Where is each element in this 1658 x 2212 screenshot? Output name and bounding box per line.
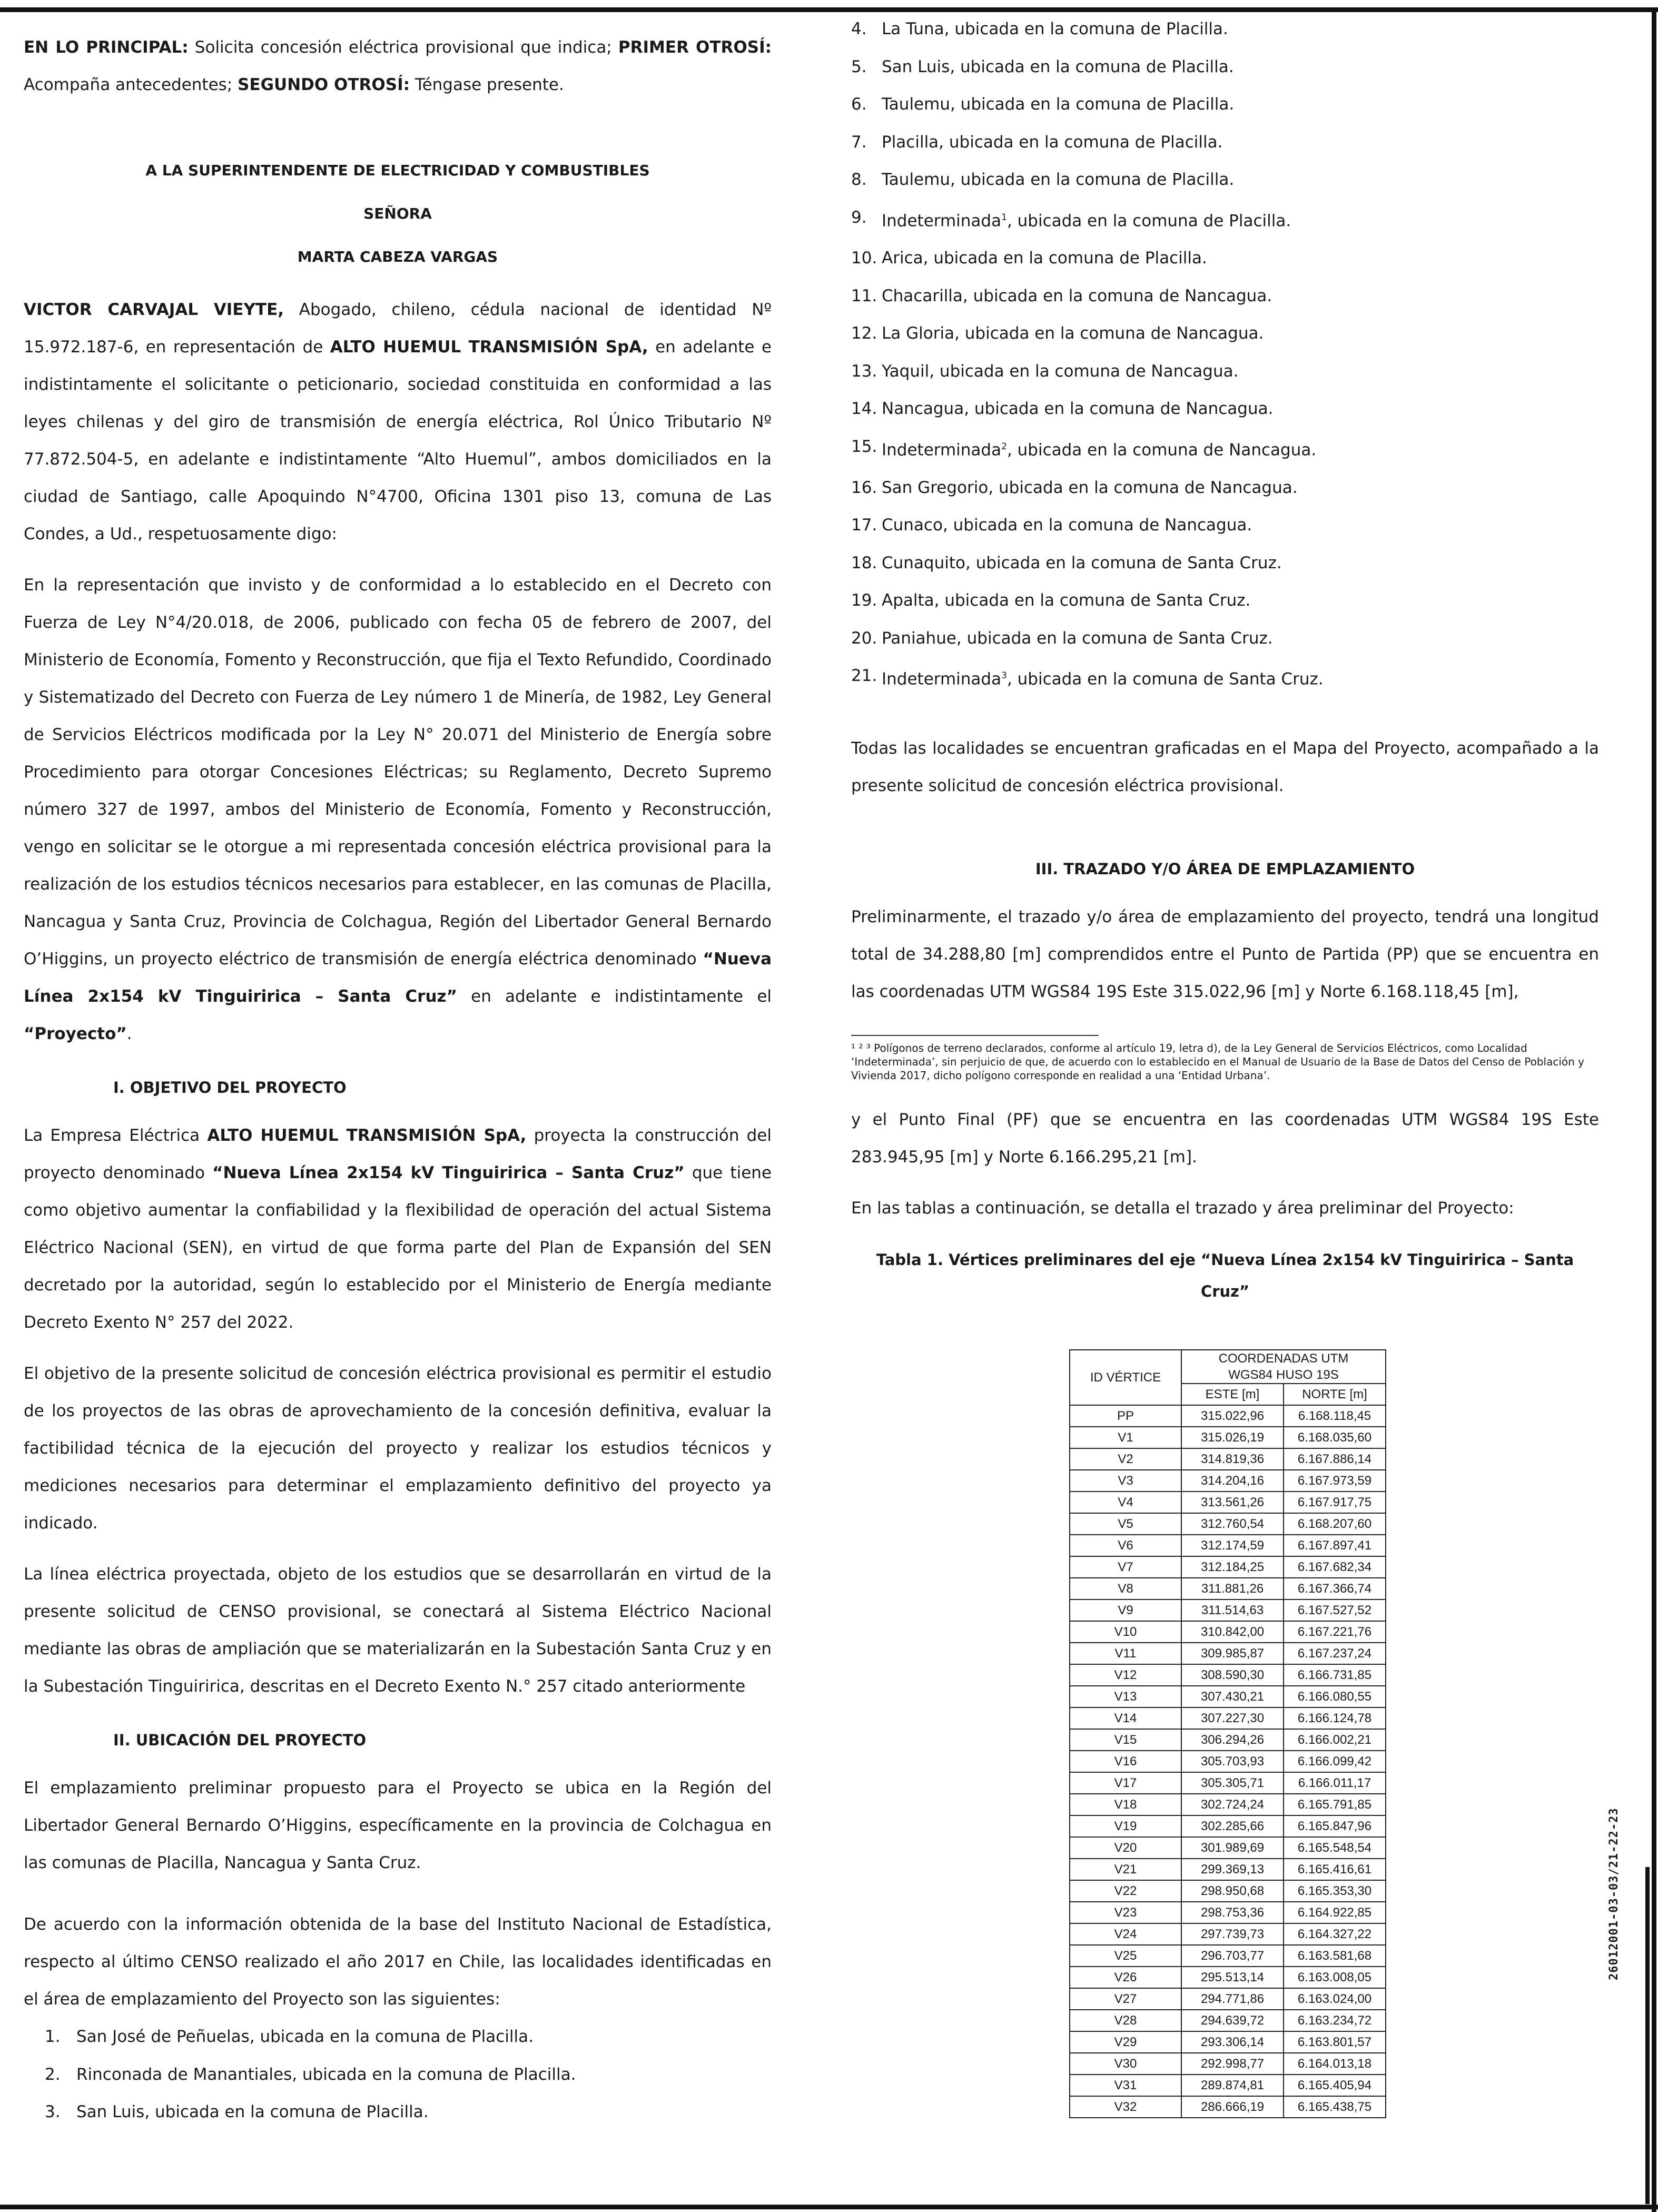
vertex-id-cell: V28 [1070, 2010, 1181, 2031]
list-item: 10. Arica, ubicada en la comuna de Placilla. [851, 249, 1207, 268]
list-item: 4. La Tuna, ubicada en la comuna de Placilla. [851, 19, 1228, 38]
norte-cell: 6.165.416,61 [1284, 1859, 1386, 1880]
norte-cell: 6.166.124,78 [1284, 1707, 1386, 1729]
norte-cell: 6.163.008,05 [1284, 1967, 1386, 1988]
norte-cell: 6.165.405,94 [1284, 2075, 1386, 2096]
vertex-id-cell: V19 [1070, 1815, 1181, 1837]
este-cell: 306.294,26 [1181, 1729, 1284, 1751]
este-cell: 289.874,81 [1181, 2075, 1284, 2096]
este-cell: 298.950,68 [1181, 1880, 1284, 1902]
este-cell: 312.184,25 [1181, 1556, 1284, 1578]
vertex-id-cell: V32 [1070, 2096, 1181, 2118]
intro-paragraph: VICTOR CARVAJAL VIEYTE, Abogado, chileno, cédula nacional de identidad Nº 15.972.187-6, en representación de ALTO HUEMUL TRANSMISIÓN SpA, en adelante e indistintamente el solicitante o peticionario, sociedad constituida en conformidad a las leyes chilenas y del giro de transmisión de energía eléctrica, Rol Único Tributario Nº 77.872.504-5, en adelante e indistintamente “Alto Huemul”, ambos domiciliados en la ciudad de Santiago, calle Apoquindo N°4700, Oficina 1301 piso 13, comuna de Las Condes, a Ud., respetuosamente digo: [24, 300, 772, 544]
table-row [1070, 1772, 1386, 1794]
norte-cell: 6.166.002,21 [1284, 1729, 1386, 1751]
norte-cell: 6.164.327,22 [1284, 1923, 1386, 1945]
table-row [1070, 1729, 1386, 1751]
table-row [1070, 1470, 1386, 1492]
norte-cell: 6.166.011,17 [1284, 1772, 1386, 1794]
table-row [1070, 1815, 1386, 1837]
list-item: 13. Yaquil, ubicada en la comuna de Nancagua. [851, 361, 1239, 381]
norte-cell: 6.168.035,60 [1284, 1427, 1386, 1448]
id-vertice-header: ID VÉRTICE [1070, 1350, 1181, 1405]
list-item: 7. Placilla, ubicada en la comuna de Placilla. [851, 132, 1223, 152]
list-item: 18. Cunaquito, ubicada en la comuna de Santa Cruz. [851, 553, 1282, 572]
table-title: Tabla 1. Vértices preliminares del eje “Nueva Línea 2x154 kV Tinguiririca – Santa Cruz” [876, 1250, 1574, 1300]
vertex-id-cell: V1 [1070, 1427, 1181, 1448]
norte-cell: 6.165.548,54 [1284, 1837, 1386, 1859]
otrosi1-label: PRIMER OTROSÍ: [618, 38, 772, 57]
margin-bar [1645, 1867, 1650, 2204]
vertex-id-cell: V27 [1070, 1988, 1181, 2010]
vertex-id-cell: V3 [1070, 1470, 1181, 1492]
vertex-id-cell: V15 [1070, 1729, 1181, 1751]
vertex-id-cell: V18 [1070, 1794, 1181, 1815]
table-row [1070, 1988, 1386, 2010]
otrosi2-label: SEGUNDO OTROSÍ: [238, 75, 410, 94]
vertex-id-cell: V16 [1070, 1751, 1181, 1772]
norte-cell: 6.163.234,72 [1284, 2010, 1386, 2031]
page-border-bottom [0, 2205, 1658, 2209]
norte-cell: 6.166.731,85 [1284, 1664, 1386, 1686]
section-1-paragraph-1: La Empresa Eléctrica ALTO HUEMUL TRANSMISIÓN SpA, proyecta la construcción del proyecto denominado “Nueva Línea 2x154 kV Tinguiririca – Santa Cruz” que tiene como objetivo aumentar la confiabilidad y la flexibilidad de operación del actual Sistema Eléctrico Nacional (SEN), en virtud de que forma parte del Plan de Expansión del SEN decretado por la autoridad, según lo establecido por el Ministerio de Energía mediante Decreto Exento N° 257 del 2022. [24, 1126, 772, 1332]
table-row [1070, 2031, 1386, 2053]
este-header: ESTE [m] [1181, 1384, 1284, 1405]
vertex-id-cell: V21 [1070, 1859, 1181, 1880]
norte-cell: 6.163.801,57 [1284, 2031, 1386, 2053]
footnote: ¹ ² ³ Polígonos de terreno declarados, conforme al artículo 19, letra d), de la Ley General de Servicios Eléctricos, como Localidad ‘Indeterminada’, sin perjuicio de que, de acuerdo con lo establecido en el Manual de Usuario de la Base de Datos del Censo de Población y Vivienda 2017, dicho polígono corresponde en realidad a una ‘Entidad Urbana’. [851, 1041, 1584, 1082]
table-row [1070, 1427, 1386, 1448]
este-cell: 307.430,21 [1181, 1686, 1284, 1707]
vertex-id-cell: V31 [1070, 2075, 1181, 2096]
table-row [1070, 1621, 1386, 1643]
norte-cell: 6.163.024,00 [1284, 1988, 1386, 2010]
vertex-id-cell: V17 [1070, 1772, 1181, 1794]
norte-cell: 6.167.973,59 [1284, 1470, 1386, 1492]
page-border-right [1652, 7, 1656, 2212]
list-item: 1. San José de Peñuelas, ubicada en la comuna de Placilla. [45, 2027, 534, 2046]
section-1-title: I. OBJETIVO DEL PROYECTO [113, 1079, 347, 1097]
este-cell: 310.842,00 [1181, 1621, 1284, 1643]
vertex-id-cell: V20 [1070, 1837, 1181, 1859]
vertex-id-cell: PP [1070, 1405, 1181, 1427]
vertex-id-cell: V4 [1070, 1492, 1181, 1513]
norte-cell: 6.168.118,45 [1284, 1405, 1386, 1427]
norte-cell: 6.167.682,34 [1284, 1556, 1386, 1578]
representation-paragraph: En la representación que invisto y de conformidad a lo establecido en el Decreto con Fuerza de Ley N°4/20.018, de 2006, publicado con fecha 05 de febrero de 2007, del Ministerio de Economía, Fomento y Reconstrucción, que fija el Texto Refundido, Coordinado y Sistematizado del Decreto con Fuerza de Ley número 1 de Minería, de 1982, Ley General de Servicios Eléctricos modificada por la Ley N° 20.071 del Ministerio de Energía sobre Procedimiento para otorgar Concesiones Eléctricas; su Reglamento, Decreto Supremo número 327 de 1997, ambos del Ministerio de Economía, Fomento y Reconstrucción, vengo en solicitar se le otorgue a mi representada concesión eléctrica provisional para la realización de los estudios técnicos necesarios para establecer, en las comunas de Placilla, Nancagua y Santa Cruz, Provincia de Colchagua, Región del Libertador General Bernardo O’Higgins, un proyecto eléctrico de transmisión de energía eléctrica denominado “Nueva Línea 2x154 kV Tinguiririca – Santa Cruz” en adelante e indistintamente el “Proyecto”. [24, 576, 772, 1043]
table-row [1070, 1448, 1386, 1470]
vertex-id-cell: V30 [1070, 2053, 1181, 2075]
norte-cell: 6.167.237,24 [1284, 1643, 1386, 1664]
norte-cell: 6.167.221,76 [1284, 1621, 1386, 1643]
table-row [1070, 1923, 1386, 1945]
table-row [1070, 1837, 1386, 1859]
este-cell: 312.760,54 [1181, 1513, 1284, 1535]
vertex-id-cell: V5 [1070, 1513, 1181, 1535]
vertex-id-cell: V6 [1070, 1535, 1181, 1556]
list-item: 15. Indeterminada$^2$, ubicada en la comuna de Nancagua. [851, 437, 1317, 460]
norte-cell: 6.166.080,55 [1284, 1686, 1386, 1707]
table-row [1070, 1405, 1386, 1427]
norte-cell: 6.167.527,52 [1284, 1599, 1386, 1621]
localities-list-part-2 [851, 11, 1599, 698]
vertex-id-cell: V26 [1070, 1967, 1181, 1988]
header-summary: EN LO PRINCIPAL: Solicita concesión eléctrica provisional que indica; PRIMER OTROSÍ: Acompaña antecedentes; SEGUNDO OTROSÍ: Téngase presente. [24, 38, 772, 94]
table-row [1070, 1492, 1386, 1513]
table-row [1070, 1513, 1386, 1535]
section-2-paragraph-1: El emplazamiento preliminar propuesto para el Proyecto se ubica en la Región del Libertador General Bernardo O’Higgins, específicamente en la provincia de Colchagua en las comunas de Placilla, Nancagua y Santa Cruz. [24, 1779, 772, 1872]
left-column [24, 29, 772, 2131]
este-cell: 294.771,86 [1181, 1988, 1284, 2010]
table-row [1070, 1664, 1386, 1686]
vertex-id-cell: V25 [1070, 1945, 1181, 1967]
norte-cell: 6.167.366,74 [1284, 1578, 1386, 1599]
este-cell: 301.989,69 [1181, 1837, 1284, 1859]
table-row [1070, 2075, 1386, 2096]
section-3-paragraph-2: y el Punto Final (PF) que se encuentra en las coordenadas UTM WGS84 19S Este 283.945,95 [m] y Norte 6.166.295,21 [m]. [851, 1110, 1599, 1167]
section-3-title: III. TRAZADO Y/O ÁREA DE EMPLAZAMIENTO [1035, 860, 1415, 878]
table-row [1070, 2096, 1386, 2118]
list-item: 17. Cunaco, ubicada en la comuna de Nancagua. [851, 516, 1252, 535]
norte-cell: 6.167.897,41 [1284, 1535, 1386, 1556]
vertex-id-cell: V24 [1070, 1923, 1181, 1945]
norte-cell: 6.165.791,85 [1284, 1794, 1386, 1815]
este-cell: 299.369,13 [1181, 1859, 1284, 1880]
norte-cell: 6.165.847,96 [1284, 1815, 1386, 1837]
vertex-id-cell: V8 [1070, 1578, 1181, 1599]
table-row [1070, 1902, 1386, 1923]
este-cell: 315.026,19 [1181, 1427, 1284, 1448]
section-2-title: II. UBICACIÓN DEL PROYECTO [113, 1731, 367, 1749]
list-item: 19. Apalta, ubicada en la comuna de Santa Cruz. [851, 591, 1251, 610]
este-cell: 302.724,24 [1181, 1794, 1284, 1815]
addressee-line-2: SEÑORA [363, 205, 432, 222]
list-item: 3. San Luis, ubicada en la comuna de Placilla. [45, 2102, 429, 2121]
vertex-id-cell: V10 [1070, 1621, 1181, 1643]
este-cell: 302.285,66 [1181, 1815, 1284, 1837]
este-cell: 311.514,63 [1181, 1599, 1284, 1621]
este-cell: 314.819,36 [1181, 1448, 1284, 1470]
este-cell: 298.753,36 [1181, 1902, 1284, 1923]
section-3-paragraph-3: En las tablas a continuación, se detalla el trazado y área preliminar del Proyecto: [851, 1198, 1514, 1218]
vertex-id-cell: V12 [1070, 1664, 1181, 1686]
norte-cell: 6.168.207,60 [1284, 1513, 1386, 1535]
este-cell: 292.998,77 [1181, 2053, 1284, 2075]
norte-cell: 6.166.099,42 [1284, 1751, 1386, 1772]
addressee-line-3: MARTA CABEZA VARGAS [297, 248, 498, 265]
table-row [1070, 1967, 1386, 1988]
este-cell: 307.227,30 [1181, 1707, 1284, 1729]
vertex-id-cell: V9 [1070, 1599, 1181, 1621]
vertex-id-cell: V2 [1070, 1448, 1181, 1470]
table-header-row [1070, 1350, 1386, 1384]
norte-cell: 6.167.917,75 [1284, 1492, 1386, 1513]
este-cell: 305.703,93 [1181, 1751, 1284, 1772]
table-row [1070, 1556, 1386, 1578]
este-cell: 294.639,72 [1181, 2010, 1284, 2031]
norte-cell: 6.165.438,75 [1284, 2096, 1386, 2118]
list-item: 5. San Luis, ubicada en la comuna de Placilla. [851, 57, 1234, 76]
table-row [1070, 2053, 1386, 2075]
este-cell: 308.590,30 [1181, 1664, 1284, 1686]
norte-cell: 6.165.353,30 [1284, 1880, 1386, 1902]
table-row [1070, 1859, 1386, 1880]
list-item: 21. Indeterminada$^3$, ubicada en la comuna de Santa Cruz. [851, 666, 1324, 689]
norte-cell: 6.164.922,85 [1284, 1902, 1386, 1923]
section-1-paragraph-2: El objetivo de la presente solicitud de concesión eléctrica provisional es permitir el estudio de los proyectos de las obras de aprovechamiento de la concesión definitiva, evaluar la factibilidad técnica de la ejecución del proyecto y realizar los estudios técnicos y mediciones necesarios para determinar el emplazamiento definitivo del proyecto ya indicado. [24, 1364, 772, 1533]
table-row [1070, 2010, 1386, 2031]
table-row [1070, 1535, 1386, 1556]
norte-cell: 6.164.013,18 [1284, 2053, 1386, 2075]
list-item: 14. Nancagua, ubicada en la comuna de Nancagua. [851, 399, 1274, 419]
este-cell: 312.174,59 [1181, 1535, 1284, 1556]
vertex-id-cell: V14 [1070, 1707, 1181, 1729]
list-item: 20. Paniahue, ubicada en la comuna de Santa Cruz. [851, 628, 1273, 648]
list-item: 2. Rinconada de Manantiales, ubicada en la comuna de Placilla. [45, 2065, 576, 2084]
section-1-paragraph-3: La línea eléctrica proyectada, objeto de los estudios que se desarrollarán en virtud de la presente solicitud de CENSO provisional, se conectará al Sistema Eléctrico Nacional mediante las obras de ampliación que se materializarán en la Subestación Santa Cruz y en la Subestación Tinguiririca, descritas en el Decreto Exento N.° 257 citado anteriormente [24, 1565, 772, 1696]
vertex-id-cell: V23 [1070, 1902, 1181, 1923]
vertex-id-cell: V11 [1070, 1643, 1181, 1664]
document-stamp: 26012001-03-03/21-22-23 [1607, 1808, 1621, 1980]
table-row [1070, 1794, 1386, 1815]
vertices-table [1069, 1349, 1386, 2118]
localities-list-part-1 [24, 2018, 772, 2131]
table-row [1070, 1686, 1386, 1707]
coordinates-header: COORDENADAS UTM WGS84 HUSO 19S [1181, 1350, 1386, 1384]
table-row [1070, 1751, 1386, 1772]
list-item: 11. Chacarilla, ubicada en la comuna de Nancagua. [851, 286, 1272, 305]
footnote-divider [851, 1035, 1099, 1036]
section-3-paragraph-1: Preliminarmente, el trazado y/o área de emplazamiento del proyecto, tendrá una longitud total de 34.288,80 [m] comprendidos entre el Punto de Partida (PP) que se encuentra en las coordenadas UTM WGS84 19S Este 315.022,96 [m] y Norte 6.168.118,45 [m], [851, 907, 1599, 1001]
este-cell: 315.022,96 [1181, 1405, 1284, 1427]
table-row [1070, 1707, 1386, 1729]
norte-cell: 6.167.886,14 [1284, 1448, 1386, 1470]
este-cell: 305.305,71 [1181, 1772, 1284, 1794]
table-row [1070, 1599, 1386, 1621]
vertex-id-cell: V13 [1070, 1686, 1181, 1707]
este-cell: 293.306,14 [1181, 2031, 1284, 2053]
addressee-line-1: A LA SUPERINTENDENTE DE ELECTRICIDAD Y COMBUSTIBLES [145, 162, 650, 179]
table-body [1070, 1405, 1386, 2118]
norte-cell: 6.163.581,68 [1284, 1945, 1386, 1967]
list-item: 9. Indeterminada$^1$, ubicada en la comuna de Placilla. [851, 208, 1291, 230]
este-cell: 309.985,87 [1181, 1643, 1284, 1664]
este-cell: 286.666,19 [1181, 2096, 1284, 2118]
list-item: 8. Taulemu, ubicada en la comuna de Placilla. [851, 170, 1235, 189]
list-item: 16. San Gregorio, ubicada en la comuna de Nancagua. [851, 478, 1298, 497]
norte-header: NORTE [m] [1284, 1384, 1386, 1405]
este-cell: 295.513,14 [1181, 1967, 1284, 1988]
vertex-id-cell: V22 [1070, 1880, 1181, 1902]
list-item: 12. La Gloria, ubicada en la comuna de Nancagua. [851, 324, 1264, 343]
principal-label: EN LO PRINCIPAL: [24, 38, 189, 57]
este-cell: 314.204,16 [1181, 1470, 1284, 1492]
vertex-id-cell: V7 [1070, 1556, 1181, 1578]
este-cell: 313.561,26 [1181, 1492, 1284, 1513]
este-cell: 297.739,73 [1181, 1923, 1284, 1945]
table-row [1070, 1643, 1386, 1664]
localities-note: Todas las localidades se encuentran graficadas en el Mapa del Proyecto, acompañado a la presente solicitud de concesión eléctrica provisional. [851, 738, 1599, 795]
vertex-id-cell: V29 [1070, 2031, 1181, 2053]
section-2-paragraph-2: De acuerdo con la información obtenida de la base del Instituto Nacional de Estadística, respecto al último CENSO realizado el año 2017 en Chile, las localidades identificadas en el área de emplazamiento del Proyecto son las siguientes: [24, 1915, 772, 2009]
este-cell: 311.881,26 [1181, 1578, 1284, 1599]
table-row [1070, 1880, 1386, 1902]
este-cell: 296.703,77 [1181, 1945, 1284, 1967]
right-column [851, 11, 1599, 2118]
table-row [1070, 1578, 1386, 1599]
table-row [1070, 1945, 1386, 1967]
list-item: 6. Taulemu, ubicada en la comuna de Placilla. [851, 95, 1235, 114]
